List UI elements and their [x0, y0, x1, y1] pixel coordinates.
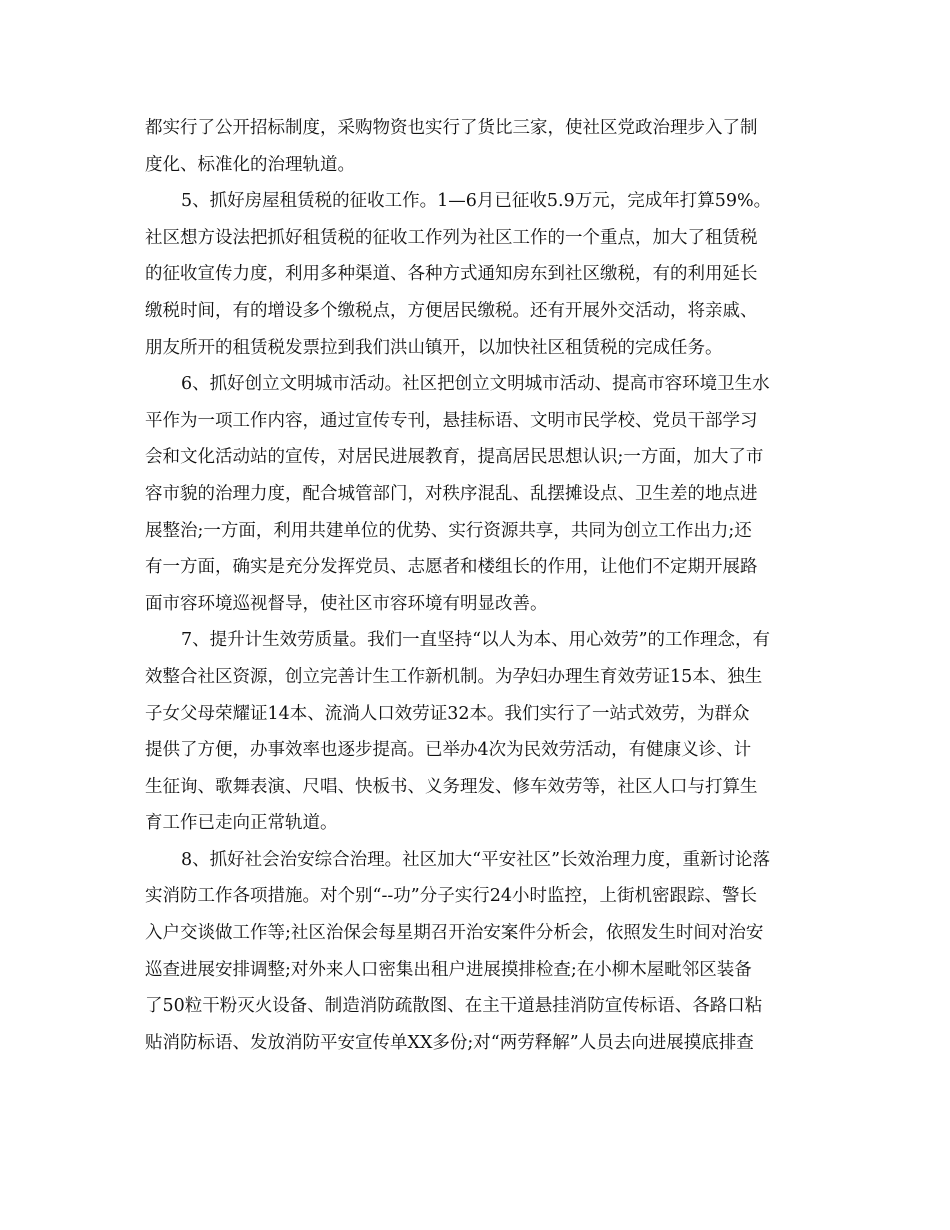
paragraph-start-line: 5、抓好房屋租赁税的征收工作。1—6月已征收5.9万元，完成年打算59%。: [181, 191, 772, 212]
text-line: 了50粒干粉灭火设备、制造消防疏散图、在主干道悬挂消防宣传标语、各路口粘: [145, 996, 763, 1017]
paragraph-start-line: 7、提升计生效劳质量。我们一直坚持“以人为本、用心效劳”的工作理念，有: [181, 630, 771, 651]
text-line: 展整治;一方面，利用共建单位的优势、实行资源共享，共同为创立工作出力;还: [145, 520, 752, 541]
text-line: 度化、标准化的治理轨道。: [145, 154, 355, 175]
text-line: 会和文化活动站的宣传，对居民进展教育，提高居民思想认识;一方面，加大了市: [145, 447, 764, 468]
text-line: 入户交谈做工作等;社区治保会每星期召开治安案件分析会，依照发生时间对治安: [145, 923, 764, 944]
text-line: 提供了方便，办事效率也逐步提高。已举办4次为民效劳活动，有健康义诊、计: [145, 740, 752, 761]
text-line: 子女父母荣耀证14本、流淌人口效劳证32本。我们实行了一站式效劳，为群众: [145, 703, 750, 724]
text-line: 育工作已走向正常轨道。: [145, 813, 338, 834]
text-line: 朋友所开的租赁税发票拉到我们洪山镇开，以加快社区租赁税的完成任务。: [145, 337, 723, 358]
text-line: 的征收宣传力度，利用多种渠道、各种方式通知房东到社区缴税，有的利用延长: [145, 264, 758, 285]
text-line: 都实行了公开招标制度，采购物资也实行了货比三家，使社区党政治理步入了制: [145, 118, 758, 138]
document-body: [145, 110, 805, 1061]
text-line: 巡查进展安排调整;对外来人口密集出租户进展摸排检查;在小柳木屋毗邻区装备: [145, 959, 752, 980]
text-line: 生征询、歌舞表演、尺唱、快板书、义务理发、修车效劳等，社区人口与打算生: [145, 776, 758, 797]
text-line: 社区想方设法把抓好租赁税的征收工作列为社区工作的一个重点，加大了租赁税: [145, 227, 758, 248]
paragraph-start-line: 8、抓好社会治安综合治理。社区加大“平安社区”长效治理力度，重新讨论落: [181, 849, 771, 870]
paragraph-start-line: 6、抓好创立文明城市活动。社区把创立文明城市活动、提高市容环境卫生水: [181, 374, 770, 395]
text-line: 缴税时间，有的增设多个缴税点，方便居民缴税。还有开展外交活动，将亲戚、: [145, 300, 758, 321]
text-line: 贴消防标语、发放消防平安宣传单XX多份;对“两劳释解”人员去向进展摸底排查: [145, 1032, 754, 1053]
text-line: 面市容环境巡视督导，使社区市容环境有明显改善。: [145, 593, 548, 614]
text-line: 实消防工作各项措施。对个别“--功”分子实行24小时监控，上街机密跟踪、警长: [145, 886, 757, 907]
text-line: 效整合社区资源，创立完善计生工作新机制。为孕妇办理生育效劳证15本、独生: [145, 666, 763, 687]
text-line: 平作为一项工作内容，通过宣传专刊，悬挂标语、文明市民学校、党员干部学习: [145, 410, 758, 431]
text-line: 容市貌的治理力度，配合城管部门，对秩序混乱、乱摆摊设点、卫生差的地点进: [145, 483, 758, 504]
text-line: 有一方面，确实是充分发挥党员、志愿者和楼组长的作用，让他们不定期开展路: [145, 557, 758, 578]
